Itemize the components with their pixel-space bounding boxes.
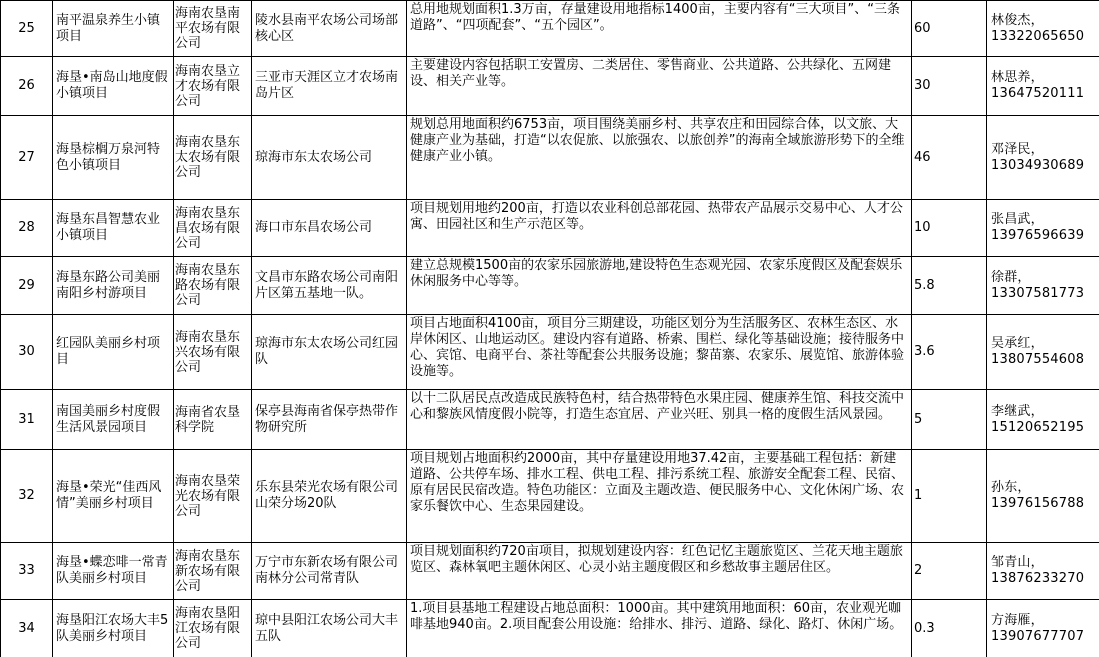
location-cell[interactable]: 琼中县阳江农场公司大丰五队 — [252, 600, 407, 657]
company-cell[interactable]: 海南省农垦科学院 — [174, 390, 252, 450]
table-row[interactable] — [1, 390, 1099, 450]
table-row[interactable] — [1, 257, 1099, 315]
amount-cell[interactable]: 0.3 — [912, 600, 987, 657]
row-number[interactable]: 31 — [1, 390, 53, 450]
company-cell[interactable]: 海南农垦东太农场有限公司 — [174, 116, 252, 200]
content-cell[interactable]: 规划总用地面积约6753亩，项目围绕美丽乡村、共享农庄和田园综合体，以文旅、大健康产业为基础，打造“以农促旅、以旅强农、以旅创养”的海南全域旅游形势下的全维健康产业小镇。 — [407, 116, 912, 200]
table-row[interactable] — [1, 200, 1099, 257]
contact-phone: 13807554608 — [991, 352, 1085, 367]
content-cell[interactable]: 项目占地面积4100亩，项目分三期建设，功能区划分为生活服务区、农林生态区、水岸休闲区、山地运动区。建设内容有道路、桥索、围栏、绿化等基础设施；接待服务中心、宾馆、电商平台、茶社等配套公共服务设施；黎苗寨、农家乐、展览馆、旅游体验设施等。 — [407, 315, 912, 390]
content-cell[interactable]: 总用地规划面积1.3万亩，存量建设用地指标1400亩，主要内容有“三大项目”、“三条道路”、“四项配套”、“五个园区”。 — [407, 1, 912, 57]
location-cell[interactable]: 万宁市东新农场有限公司南林分公司常青队 — [252, 543, 407, 600]
company-cell[interactable]: 海南农垦荣光农场有限公司 — [174, 450, 252, 543]
project-name-cell[interactable]: 海垦•荣光“佳西风情”美丽乡村项目 — [53, 450, 174, 543]
table-row[interactable] — [1, 450, 1099, 543]
company-cell[interactable]: 海南农垦南平农场有限公司 — [174, 1, 252, 57]
project-name-cell[interactable]: 海垦•蝶恋啡一常青队美丽乡村项目 — [53, 543, 174, 600]
contact-cell[interactable] — [987, 200, 1099, 257]
project-name-cell[interactable]: 南平温泉养生小镇项目 — [53, 1, 174, 57]
company-cell[interactable]: 海南农垦阳江农场有限公司 — [174, 600, 252, 657]
contact-phone: 13307581773 — [991, 285, 1085, 301]
contact-cell[interactable] — [987, 1, 1099, 57]
location-cell[interactable]: 保亭县海南省保亭热带作物研究所 — [252, 390, 407, 450]
content-cell[interactable]: 建立总规模1500亩的农家乐园旅游地,建设特色生态观光园、农家乐度假区及配套娱乐休闲服务中心等等。 — [407, 257, 912, 315]
content-cell[interactable]: 项目规划用地约200亩，打造以农业科创总部花园、热带农产品展示交易中心、人才公寓、田园社区和生产示范区等。 — [407, 200, 912, 257]
project-name-cell[interactable]: 海垦东路公司美丽南阳乡村游项目 — [53, 257, 174, 315]
project-name-cell[interactable]: 海垦阳江农场大丰5队美丽乡村项目 — [53, 600, 174, 657]
amount-cell[interactable]: 5.8 — [912, 257, 987, 315]
amount-cell[interactable]: 1 — [912, 450, 987, 543]
row-number[interactable]: 25 — [1, 1, 53, 57]
contact-name: 方海雁， — [991, 612, 1044, 628]
contact-phone: 13876233270 — [991, 571, 1085, 586]
contact-name: 孙东， — [991, 480, 1031, 495]
contact-name: 吴承红， — [991, 336, 1044, 351]
location-cell[interactable]: 海口市东昌农场公司 — [252, 200, 407, 257]
contact-phone: 15120652195 — [991, 419, 1085, 435]
amount-cell[interactable]: 5 — [912, 390, 987, 450]
table-row[interactable] — [1, 600, 1099, 657]
amount-cell[interactable]: 3.6 — [912, 315, 987, 390]
company-cell[interactable]: 海南农垦立才农场有限公司 — [174, 57, 252, 116]
contact-cell[interactable] — [987, 600, 1099, 657]
location-cell[interactable]: 文昌市东路农场公司南阳片区第五基地一队。 — [252, 257, 407, 315]
row-number[interactable]: 32 — [1, 450, 53, 543]
location-cell[interactable]: 琼海市东太农场公司 — [252, 116, 407, 200]
content-cell[interactable]: 以十二队居民点改造成民族特色村，结合热带特色水果庄园、健康养生馆、科技交流中心和黎族风情度假小院等，打造生态宜居、产业兴旺、别具一格的度假生活风景园。 — [407, 390, 912, 450]
row-number[interactable]: 34 — [1, 600, 53, 657]
amount-cell[interactable]: 10 — [912, 200, 987, 257]
contact-phone: 13976596639 — [991, 228, 1085, 243]
location-cell[interactable]: 陵水县南平农场公司场部核心区 — [252, 1, 407, 57]
project-name-cell[interactable]: 南国美丽乡村度假生活风景园项目 — [53, 390, 174, 450]
row-number[interactable]: 28 — [1, 200, 53, 257]
contact-cell[interactable] — [987, 116, 1099, 200]
amount-cell[interactable]: 60 — [912, 1, 987, 57]
contact-cell[interactable] — [987, 390, 1099, 450]
table-row[interactable] — [1, 116, 1099, 200]
row-number[interactable]: 29 — [1, 257, 53, 315]
row-number[interactable]: 27 — [1, 116, 53, 200]
project-name-cell[interactable]: 海垦东昌智慧农业小镇项目 — [53, 200, 174, 257]
contact-phone: 13322065650 — [991, 28, 1085, 44]
company-cell[interactable]: 海南农垦东昌农场有限公司 — [174, 200, 252, 257]
contact-name: 邓泽民， — [991, 141, 1044, 157]
contact-phone: 13647520111 — [991, 86, 1085, 101]
project-name-cell[interactable]: 红园队美丽乡村项目 — [53, 315, 174, 390]
contact-phone: 13034930689 — [991, 157, 1085, 173]
content-cell[interactable]: 1.项目县基地工程建设占地总面积：1000亩。其中建筑用地面积：60亩，农业观光咖啡基地940亩。2.项目配套公用设施：给排水、排污、道路、绿化、路灯、休闲广场。 — [407, 600, 912, 657]
content-cell[interactable]: 主要建设内容包括职工安置房、二类居住、零售商业、公共道路、公共绿化、五网建设、相关产业等。 — [407, 57, 912, 116]
row-number[interactable]: 26 — [1, 57, 53, 116]
amount-cell[interactable]: 46 — [912, 116, 987, 200]
content-cell[interactable]: 项目规划面积约720亩项目，拟规划建设内容：红色记忆主题旅览区、兰花天地主题旅览区、森林氧吧主题休闲区、心灵小站主题度假区和乡愁故事主题居住区。 — [407, 543, 912, 600]
table-row[interactable] — [1, 57, 1099, 116]
contact-name: 林俊杰， — [991, 12, 1044, 28]
contact-name: 林思养， — [991, 70, 1044, 85]
location-cell[interactable]: 琼海市东太农场公司红园队 — [252, 315, 407, 390]
contact-cell[interactable] — [987, 315, 1099, 390]
row-number[interactable]: 30 — [1, 315, 53, 390]
amount-cell[interactable]: 2 — [912, 543, 987, 600]
company-cell[interactable]: 海南农垦东路农场有限公司 — [174, 257, 252, 315]
row-number[interactable]: 33 — [1, 543, 53, 600]
table-row[interactable] — [1, 315, 1099, 390]
contact-phone: 13907677707 — [991, 628, 1085, 644]
location-cell[interactable]: 乐东县荣光农场有限公司山荣分场20队 — [252, 450, 407, 543]
contact-cell[interactable] — [987, 450, 1099, 543]
company-cell[interactable]: 海南农垦东新农场有限公司 — [174, 543, 252, 600]
contact-name: 徐群， — [991, 269, 1031, 285]
contact-phone: 13976156788 — [991, 496, 1085, 511]
location-cell[interactable]: 三亚市天涯区立才农场南岛片区 — [252, 57, 407, 116]
table-row[interactable] — [1, 543, 1099, 600]
project-name-cell[interactable]: 海垦•南岛山地度假小镇项目 — [53, 57, 174, 116]
contact-cell[interactable] — [987, 57, 1099, 116]
contact-name: 邹青山， — [991, 555, 1044, 570]
content-cell[interactable]: 项目规划占地面积约2000亩，其中存量建设用地37.42亩，主要基础工程包括：新建道路、公共停车场、排水工程、供电工程、排污系统工程、旅游安全配套工程、民宿、原有居民民宿改造。特色功能区：立面及主题改造、便民服务中心、文化休闲广场、农家乐餐饮中心、生态果园建设。 — [407, 450, 912, 543]
project-name-cell[interactable]: 海垦棕榈万泉河特色小镇项目 — [53, 116, 174, 200]
contact-name: 张昌武， — [991, 212, 1044, 227]
table-body — [1, 1, 1099, 657]
company-cell[interactable]: 海南农垦东兴农场有限公司 — [174, 315, 252, 390]
amount-cell[interactable]: 30 — [912, 57, 987, 116]
contact-name: 李继武， — [991, 403, 1044, 419]
contact-cell[interactable] — [987, 543, 1099, 600]
table-row[interactable] — [1, 1, 1099, 57]
contact-cell[interactable] — [987, 257, 1099, 315]
